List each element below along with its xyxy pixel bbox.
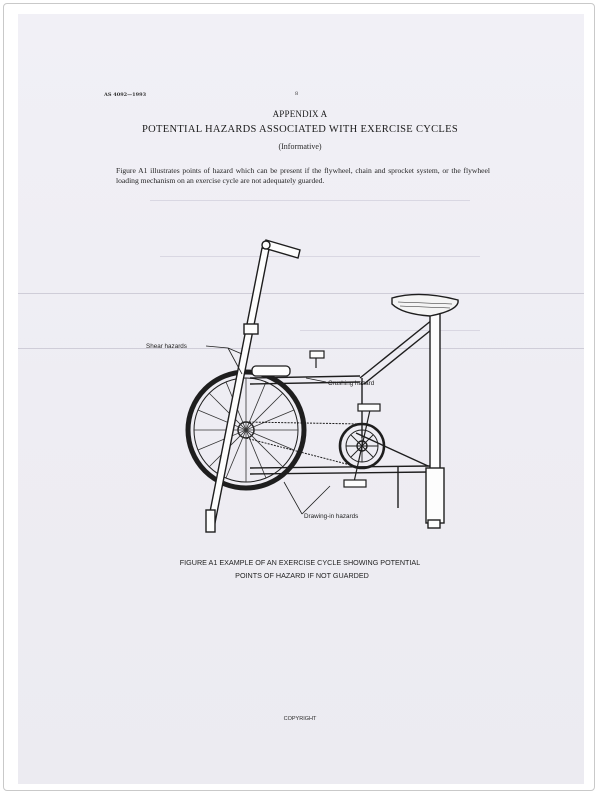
flywheel: [188, 372, 304, 488]
tension-knob: [310, 351, 324, 368]
crushing-hazard-label: Crushing hazard: [328, 380, 375, 387]
drawing-in-hazards-label: Drawing-in hazards: [304, 513, 359, 520]
page-title: POTENTIAL HAZARDS ASSOCIATED WITH EXERCISE CYCLES: [142, 124, 458, 135]
figure-caption: [0, 556, 600, 582]
document-id: AS 4092—1993: [104, 92, 147, 98]
seat: [392, 294, 458, 316]
page-number: 8: [295, 91, 299, 97]
seat-post: [426, 313, 444, 528]
shear-hazards-label: Shear hazards: [146, 343, 187, 350]
exercise-cycle-figure: [130, 228, 480, 538]
flywheel-brake: [252, 366, 290, 376]
figure-caption-line2: POINTS OF HAZARD IF NOT GUARDED: [235, 571, 369, 580]
copyright-footer: COPYRIGHT: [283, 716, 317, 722]
bleed-through-line: [150, 200, 470, 201]
figure-caption-line1: FIGURE A1 EXAMPLE OF AN EXERCISE CYCLE SHOWING POTENTIAL: [179, 558, 421, 567]
informative-label: (Informative): [278, 142, 322, 151]
appendix-heading: APPENDIX A: [272, 109, 328, 119]
intro-paragraph: Figure A1 illustrates points of hazard which can be present if the flywheel, chain and sprocket system, or the flywheel loading mechanism on an exercise cycle are not adequately guarded.: [116, 166, 490, 185]
